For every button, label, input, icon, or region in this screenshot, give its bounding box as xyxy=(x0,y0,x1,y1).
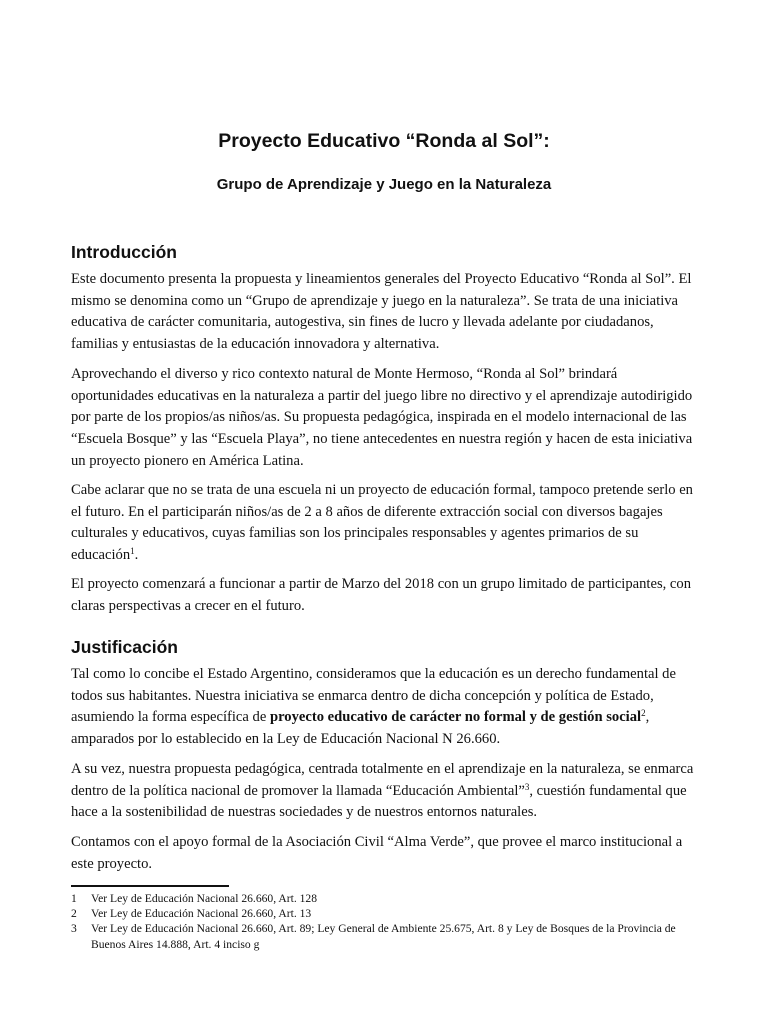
intro-paragraph-2: Aprovechando el diverso y rico contexto natural de Monte Hermoso, “Ronda al Sol” brindará oportunidades educativas en la naturaleza a partir del juego libre no directivo y el aprendizaje autodirigido por parte de los propios/as niños/as. Su propuesta pedagógica, inspirada en el modelo internacional de las “Escuela Bosque” y las “Escuela Playa”, no tiene antecedentes en nuestra región y hacen de esta iniciativa un proyecto pionero en América Latina. xyxy=(71,366,693,469)
justification-paragraph-2 xyxy=(71,759,701,824)
section-heading-introduccion: Introducción xyxy=(71,242,177,262)
footnote-item xyxy=(71,906,701,921)
document-title: Proyecto Educativo “Ronda al Sol”: xyxy=(218,130,550,152)
footnote-text: Ver Ley de Educación Nacional 26.660, Art. 128 xyxy=(91,892,318,905)
intro-paragraph-4: El proyecto comenzará a funcionar a partir de Marzo del 2018 con un grupo limitado de participantes, con claras perspectivas a crecer en el futuro. xyxy=(71,576,691,614)
justification-paragraph-2-text: A su vez, nuestra propuesta pedagógica, centrada totalmente en el aprendizaje en la naturaleza, se enmarca dentro de la política nacional de promover la llamada “Educación Ambiental” xyxy=(71,761,694,799)
justification-paragraph-2-end: , cuestión fundamental que hace a la sostenibilidad de nuestras sociedades y de nuestros entornos naturales. xyxy=(71,782,687,821)
footnote-separator xyxy=(71,885,229,887)
footnote-item xyxy=(71,921,701,951)
justification-paragraph-1 xyxy=(71,664,701,751)
intro-paragraph-3-text: Cabe aclarar que no se trata de una escuela ni un proyecto de educación formal, tampoco pretende serlo en el futuro. En el participarán niños/as de 2 a 8 años de diferente extracción social con diversos bagajes culturales y educativos, cuyas familias son los principales responsables y agentes primarios de su educación xyxy=(71,482,693,564)
footnote-number: 3 xyxy=(71,922,77,936)
footnote-item xyxy=(71,891,701,906)
footnotes xyxy=(71,891,701,952)
justification-paragraph-3: Contamos con el apoyo formal de la Asociación Civil “Alma Verde”, que provee el marco institucional a este proyecto. xyxy=(71,834,683,872)
section-heading-justificacion: Justificación xyxy=(71,637,178,657)
justification-bold-phrase: proyecto educativo de carácter no formal y de gestión social xyxy=(269,709,642,726)
footnote-text: Ver Ley de Educación Nacional 26.660, Art. 13 xyxy=(91,907,312,921)
intro-paragraph-1: Este documento presenta la propuesta y lineamientos generales del Proyecto Educativo “Ronda al Sol”. El mismo se denomina como un “Grupo de aprendizaje y juego en la naturaleza”. Se trata de una iniciativa educativa de carácter comunitaria, autogestiva, sin fines de lucro y llevada adelante por ciudadanos, familias y entusiastas de la educación innovadora y alternativa. xyxy=(71,271,692,353)
justification-paragraph-1-end: , amparados por lo establecido en la Ley de Educación Nacional N 26.660. xyxy=(71,709,650,748)
footnote-ref-1: 1 xyxy=(130,546,135,557)
footnote-number: 2 xyxy=(71,907,77,921)
document-subtitle: Grupo de Aprendizaje y Juego en la Naturaleza xyxy=(216,176,552,193)
intro-paragraph-3 xyxy=(71,480,701,567)
justification-paragraph-1-text: Tal como lo concibe el Estado Argentino, consideramos que la educación es un derecho fundamental de todos sus habitantes. Nuestra iniciativa se enmarca dentro de dicha concepción y política de Estado, asumiendo la forma específica de xyxy=(71,666,676,726)
footnote-text: Ver Ley de Educación Nacional 26.660, Art. 89; Ley General de Ambiente 25.675, Art. 8 y Ley de Bosques de la Provincia de Buenos Aires 14.888, Art. 4 inciso g xyxy=(91,922,676,951)
intro-paragraph-3-end: . xyxy=(134,547,139,564)
footnote-ref-2: 2 xyxy=(641,708,646,719)
footnote-number: 1 xyxy=(71,892,77,905)
footnote-ref-3: 3 xyxy=(524,781,530,792)
